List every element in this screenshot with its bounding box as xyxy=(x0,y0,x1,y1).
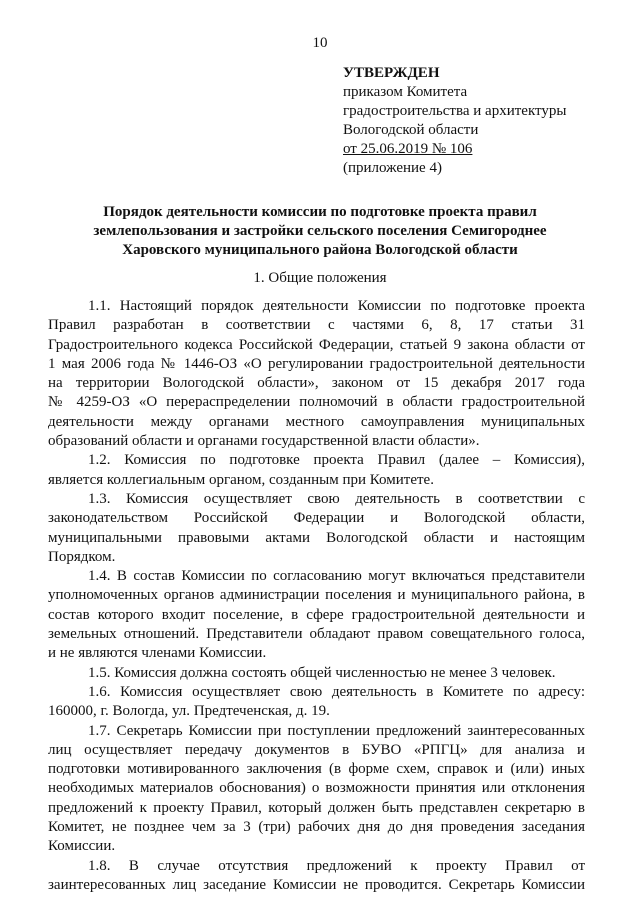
paragraph-8 xyxy=(48,857,585,896)
paragraph-line: заинтересованных лиц заседание Комиссии не проводится. Секретарь Комиссии xyxy=(48,876,585,893)
paragraph-line: 1 мая 2006 года № 1446-ОЗ «О регулировании градостроительной деятельности xyxy=(48,355,585,372)
paragraph-4 xyxy=(48,567,585,663)
paragraph-line: подготовки мотивированного заключения (в форме схем, справок и (или) иных xyxy=(48,761,585,778)
paragraph-line: 1.5. Комиссия должна состоять общей численностью не менее 3 человек. xyxy=(88,664,556,681)
paragraph-line: 1.6. Комиссия осуществляет свою деятельность в Комитете по адресу: xyxy=(88,683,585,700)
approval-line: градостроительства и архитектуры xyxy=(343,103,567,119)
paragraph-line: является коллегиальным органом, созданным при Комитете. xyxy=(48,471,434,488)
paragraph-line: Комитет, не позднее чем за 3 (три) рабочих дня до дня проведения заседания xyxy=(48,819,585,836)
approval-stamp xyxy=(343,64,633,178)
paragraph-line: 1.4. В состав Комиссии по согласованию могут включаться представители xyxy=(88,568,585,585)
paragraph-line: на территории Вологодской области», законом от 15 декабря 2017 года xyxy=(48,375,585,392)
paragraph-line: 1.8. В случае отсутствия предложений к проекту Правил от xyxy=(88,857,585,874)
title-line: Харовского муниципального района Вологодской области xyxy=(122,242,518,258)
section-heading: 1. Общие положения xyxy=(253,270,387,286)
paragraph-7 xyxy=(48,722,585,857)
title-line: землепользования и застройки сельского поселения Семигороднее xyxy=(93,223,547,239)
paragraph-line: 1.1. Настоящий порядок деятельности Комиссии по подготовке проекта xyxy=(88,298,585,314)
paragraph-line: 1.2. Комиссия по подготовке проекта Правил (далее – Комиссия), xyxy=(88,452,585,469)
paragraph-line: Правил разработан в соответствии с частями 6, 8, 17 статьи 31 xyxy=(48,317,585,334)
paragraph-line: образований области и органами государственной власти области». xyxy=(48,433,480,450)
title-line: Порядок деятельности комиссии по подготовке проекта правил xyxy=(103,204,537,220)
paragraph-line: лиц осуществляет передачу документов в БУВО «РПГЦ» для анализа и xyxy=(48,741,585,758)
paragraph-line: деятельности между органами местного самоуправления муниципальных xyxy=(48,413,585,430)
paragraph-line: законодательством Российской Федерации и Вологодской области, xyxy=(48,510,585,527)
paragraph-line: необходимых материалов обоснования) о возможности принятия или отклонения xyxy=(48,780,585,797)
paragraph-line: 160000, г. Вологда, ул. Предтеченская, д. 19. xyxy=(48,703,330,720)
paragraph-line: уполномоченных органов администрации поселения и муниципального района, в xyxy=(48,587,585,604)
paragraph-line: Градостроительного кодекса Российской Федерации, статьей 9 закона области от xyxy=(48,336,585,353)
paragraph-6 xyxy=(48,683,585,722)
paragraph-line: 1.3. Комиссия осуществляет свою деятельность в соответствии с xyxy=(88,490,585,507)
approval-line: Вологодской области xyxy=(343,122,479,138)
paragraph-line: Порядком. xyxy=(48,548,116,565)
approval-annex: (приложение 4) xyxy=(343,160,442,176)
paragraph-line: № 4259-ОЗ «О перераспределении полномочий в области градостроительной xyxy=(48,394,585,411)
paragraph-line: муниципальными правовыми актами Вологодской области и настоящим xyxy=(48,529,585,546)
page-number: 10 xyxy=(312,35,328,51)
paragraph-line: земельных отношений. Представители обладают правом совещательного голоса, xyxy=(48,626,585,643)
paragraph-5 xyxy=(48,664,585,683)
document-body xyxy=(48,297,585,895)
approval-order-date: от 25.06.2019 № 106 xyxy=(343,141,473,157)
paragraph-line: предложений к проекту Правил, который должен быть представлен секретарю в xyxy=(48,799,585,816)
approval-line: приказом Комитета xyxy=(343,84,468,100)
paragraph-2 xyxy=(48,451,585,490)
paragraph-line: и не являются членами Комиссии. xyxy=(48,645,267,662)
paragraph-line: 1.7. Секретарь Комиссии при поступлении предложений заинтересованных xyxy=(88,722,585,739)
document-title xyxy=(50,203,590,260)
paragraph-1 xyxy=(48,297,585,451)
paragraph-line: состав которого входит поселение, в сфере градостроительной деятельности и xyxy=(48,606,585,623)
paragraph-line: Комиссии. xyxy=(48,838,116,855)
paragraph-3 xyxy=(48,490,585,567)
approval-head: УТВЕРЖДЕН xyxy=(343,65,440,81)
